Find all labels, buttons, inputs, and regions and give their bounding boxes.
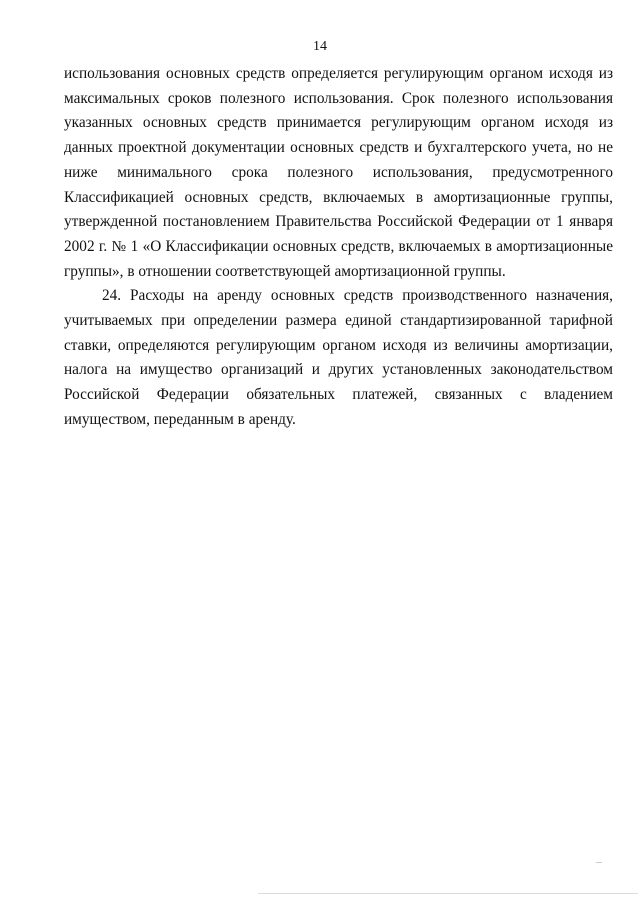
scan-artifact bbox=[258, 893, 638, 894]
paragraph-continuation: использования основных средств определяется регулирующим органом исходя из максимальных сроков полезного использования. Срок полезного использования указанных основных средств принимается регулирующим органом исходя из данных проектной документации основных средств и бухгалтерского учета, но не ниже минимального срока полезного использования, предусмотренного Классификацией основных средств, включаемых в амортизационные группы, утвержденной постановлением Правительства Российской Федерации от 1 января 2002 г. № 1 «О Классификации основных средств, включаемых в амортизационные группы», в отношении соответствующей амортизационной группы. bbox=[64, 65, 613, 280]
paragraph-24: 24. Расходы на аренду основных средств производственного назначения, учитываемых при определении размера единой стандартизированной тарифной ставки, определяются регулирующим органом исходя из величины амортизации, налога на имущество организаций и других установленных законодательством Российской Федерации обязательных платежей, связанных с владением имуществом, переданным в аренду. bbox=[64, 287, 613, 428]
scan-artifact bbox=[596, 862, 602, 863]
document-body bbox=[64, 62, 613, 433]
page-number: 14 bbox=[313, 39, 327, 54]
